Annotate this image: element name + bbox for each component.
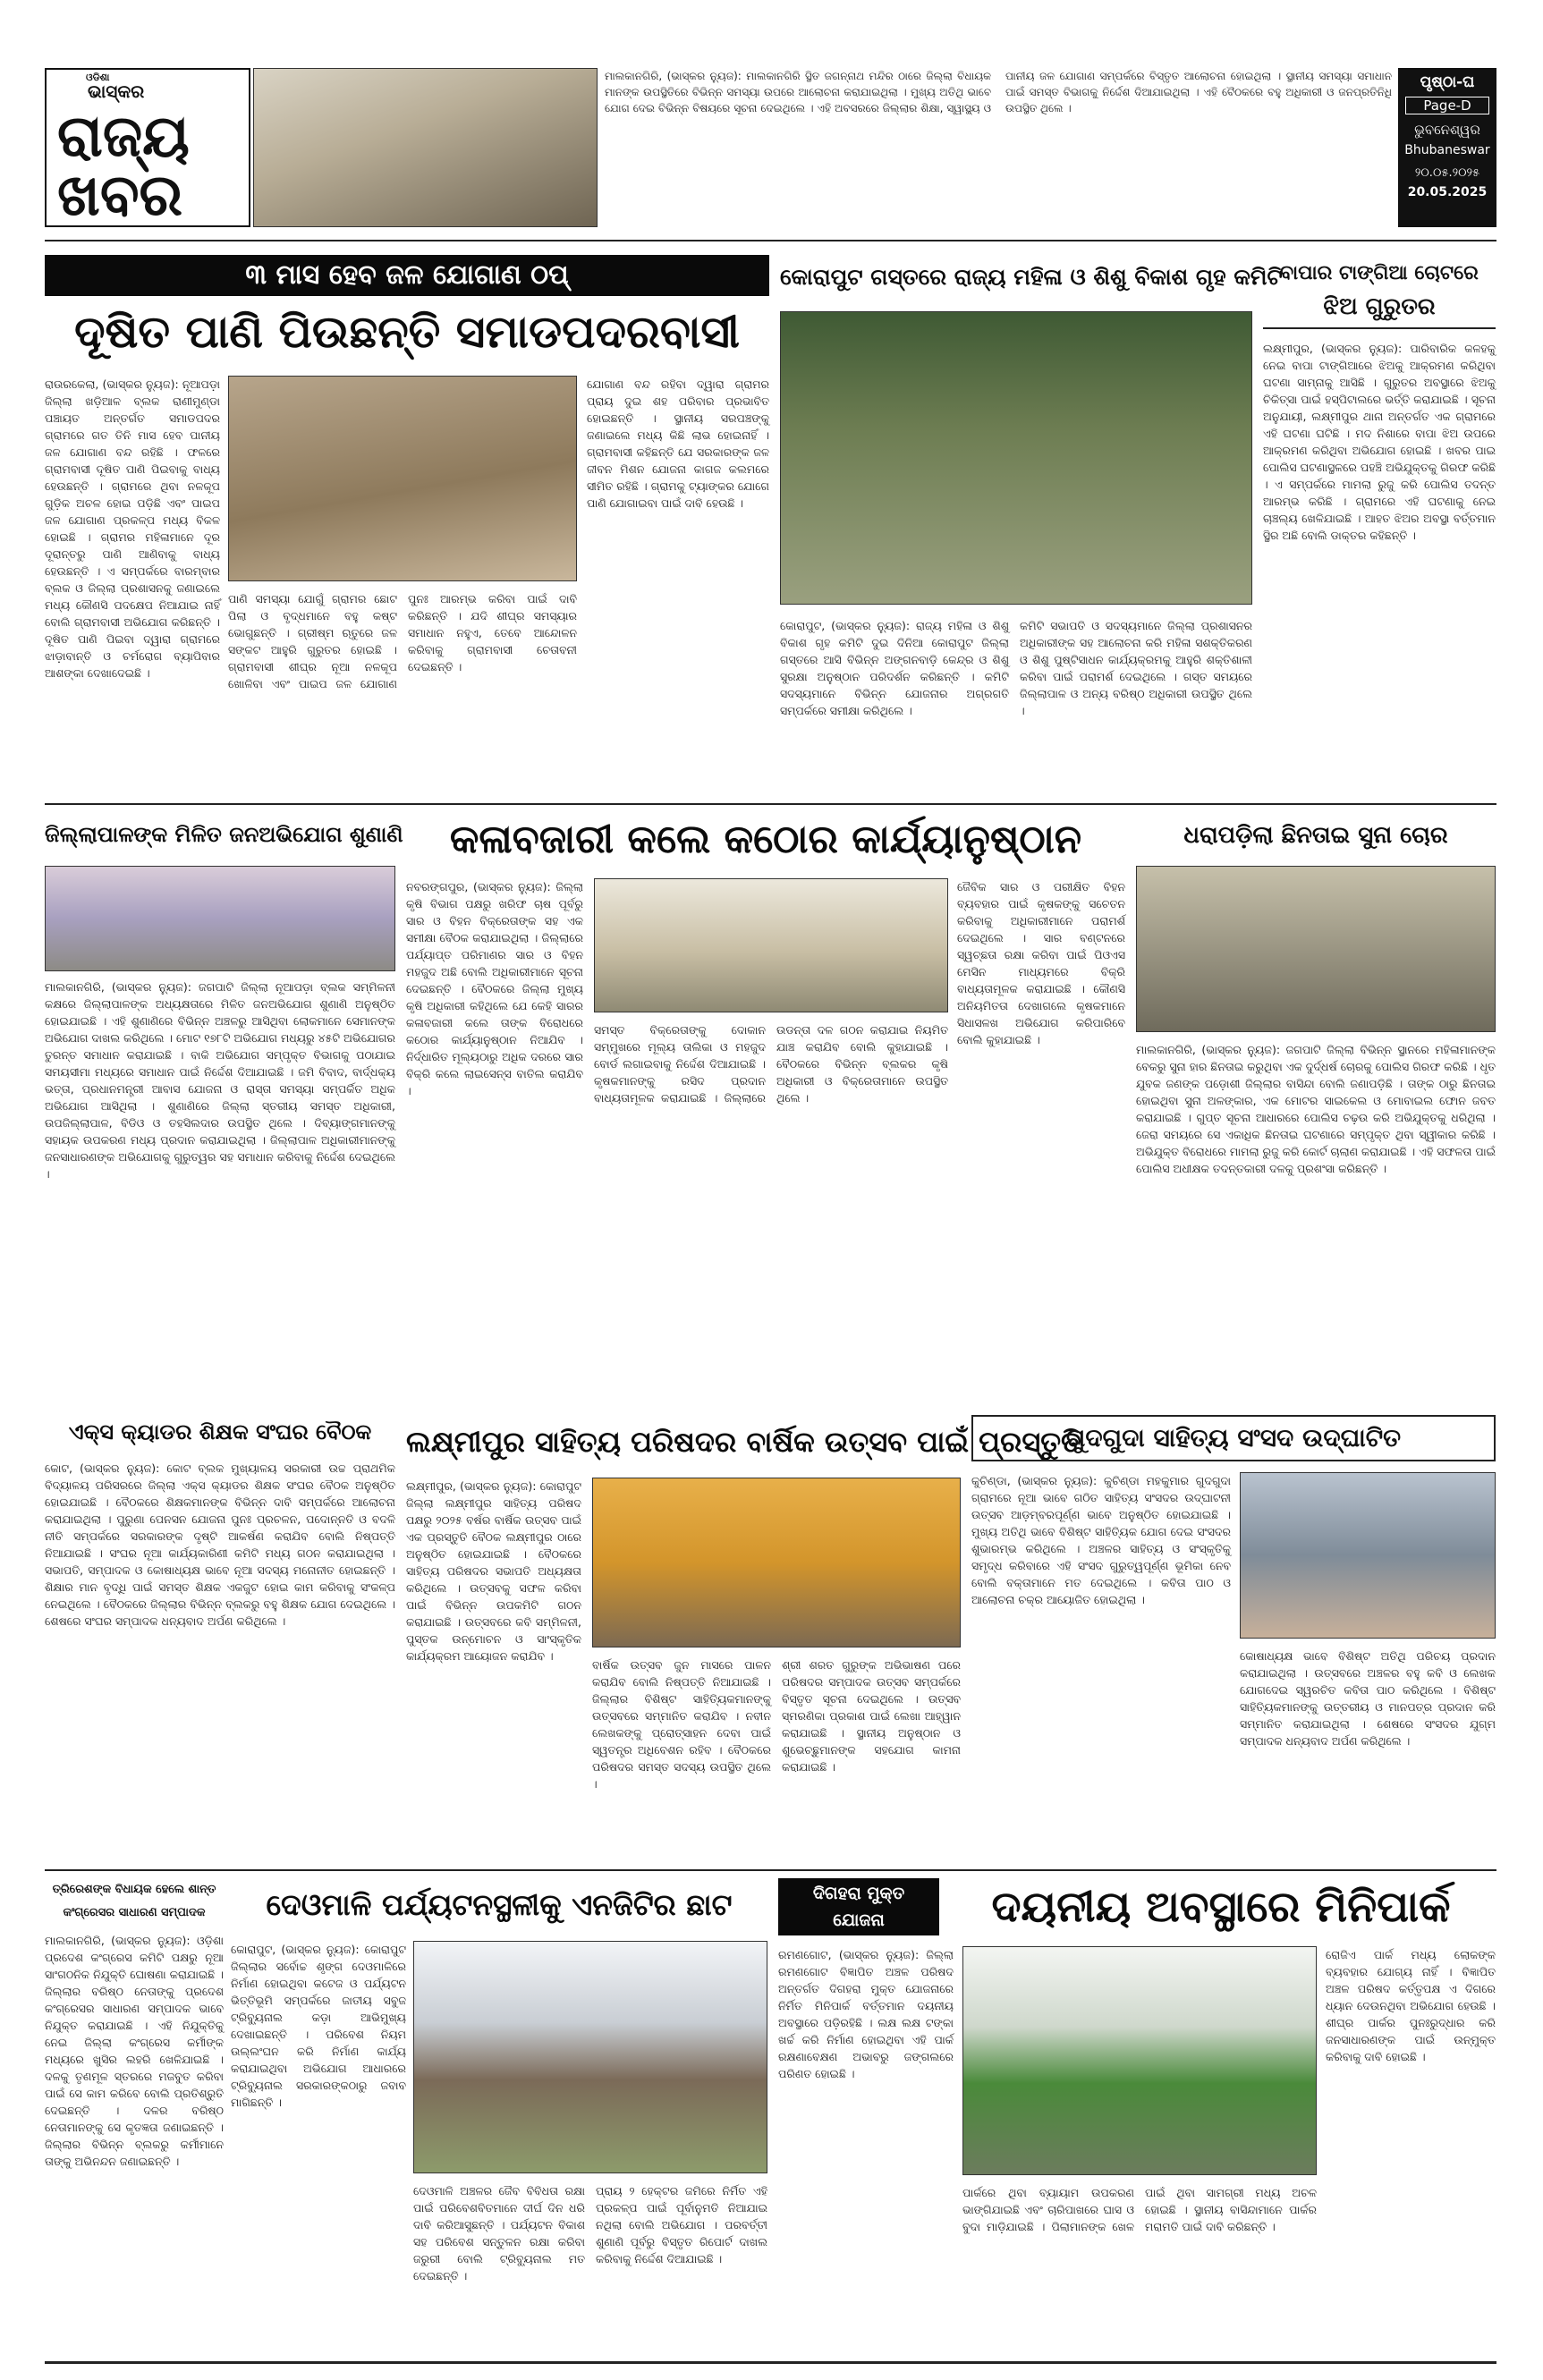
row3-divider xyxy=(45,1869,1496,1871)
logo-brand: ଭାସ୍କର xyxy=(88,80,145,102)
story2-col2: କମିଟି ସଭାପତି ଓ ସଦସ୍ୟମାନେ ଜିଲ୍ଲା ପ୍ରଶାସନର ଅଧିକାରୀଙ୍କ ସହ ଆଲୋଚନା କରି ମହିଳା ସଶକ୍ତିକରଣ ଓ ଶିଶୁ ପୁଷ୍ଟିସାଧନ କାର୍ଯ୍ୟକ୍ରମକୁ ଆହୁରି ଶକ୍ତିଶାଳୀ କରିବା ପାଇଁ ପରାମର୍ଶ ଦେଇଥିଲେ । ଗସ୍ତ ସମୟରେ ଜିଲ୍ଲାପାଳ ଓ ଅନ୍ୟ ବରିଷ୍ଠ ଅଧିକାରୀ ଉପସ୍ଥିତ ଥିଲେ । xyxy=(1020,619,1252,717)
story7-headline: ଏକ୍ସ କ୍ୟାଡର ଶିକ୍ଷକ ସଂଘର ବୈଠକ xyxy=(68,1419,372,1444)
page-label: ପୃଷ୍ଠା-ଘ xyxy=(1420,73,1475,91)
story11-headline: ଦେଓମାଳି ପର୍ଯ୍ୟଟନସ୍ଥଳୀକୁ ଏନଜିଟିର ଛାଟ xyxy=(266,1887,733,1922)
story8-col3: ଶ୍ରୀ ଶରତ ଗୁରୁଙ୍କ ଅଭିଭାଷଣ ପରେ ପରିଷଦର ସମ୍ପାଦକ ଉତ୍ସବ ସମ୍ପର୍କରେ ବିସ୍ତୃତ ସୂଚନା ଦେଇଥିଲେ । ଉତ୍ସବ ସ୍ମରଣିକା ପ୍ରକାଶ ପାଇଁ ଲେଖା ଆହ୍ୱାନ କରାଯାଇଛି । ସ୍ଥାନୀୟ ଅନୁଷ୍ଠାନ ଓ ଶୁଭେଚ୍ଛୁମାନଙ୍କ ସହଯୋଗ କାମନା କରାଯାଇଛି । xyxy=(782,1658,961,1774)
story5-col2: ସମସ୍ତ ବିକ୍ରେତାଙ୍କୁ ଦୋକାନ ସମ୍ମୁଖରେ ମୂଲ୍ୟ ତାଲିକା ଓ ମହଜୁଦ ବୋର୍ଡ ଲଗାଇବାକୁ ନିର୍ଦ୍ଦେଶ ଦିଆଯାଇଛି । କୃଷକମାନଙ୍କୁ ରସିଦ ପ୍ରଦାନ ବାଧ୍ୟତାମୂଳକ କରାଯାଇଛି । ଜିଲ୍ଲାରେ ଉଡନ୍ତା ଦଳ ଗଠନ କରାଯାଇ ନିୟମିତ ଯାଞ୍ଚ କରାଯିବ ବୋଲି କୁହାଯାଇଛି । ବୈଠକରେ ବିଭିନ୍ନ ବ୍ଲକର କୃଷି ଅଧିକାରୀ ଓ ବିକ୍ରେତାମାନେ ଉପସ୍ଥିତ ଥିଲେ । xyxy=(594,1023,948,1105)
story1-kicker xyxy=(45,255,769,296)
story12-col3: ରୋଜିଏ ପାର୍କ ମଧ୍ୟ ଲୋକଙ୍କ ବ୍ୟବହାର ଯୋଗ୍ୟ ନାହିଁ । ବିଜ୍ଞାପିତ ଅଞ୍ଚଳ ପରିଷଦ କର୍ତ୍ତୃପକ୍ଷ ଏ ଦିଗରେ ଧ୍ୟାନ ଦେଉନଥିବା ଅଭିଯୋଗ ହେଉଛି । ଶୀଘ୍ର ପାର୍କର ପୁନଃରୁଦ୍ଧାର କରି ଜନସାଧାରଣଙ୍କ ପାଇଁ ଉନ୍ମୁକ୍ତ କରିବାକୁ ଦାବି ହୋଇଛି । xyxy=(1326,1948,1496,2063)
story5-headline: କଳାବଜାରୀ କଲେ କଠୋର କାର୍ଯ୍ୟାନୁଷ୍ଠାନ xyxy=(449,817,1082,862)
story1-col2: ପାଣି ସମସ୍ୟା ଯୋଗୁଁ ଗ୍ରାମର ଛୋଟ ପିଲା ଓ ବୃଦ୍ଧମାନେ ବହୁ କଷ୍ଟ ଭୋଗୁଛନ୍ତି । ଗ୍ରୀଷ୍ମ ଋତୁରେ ଜଳ ସଙ୍କଟ ଆହୁରି ଗୁରୁତର ହୋଇଛି । ଗ୍ରାମବାସୀ ଶୀଘ୍ର ନୂଆ ନଳକୂପ ଖୋଳିବା ଏବଂ ପାଇପ ଜଳ ଯୋଗାଣ ପୁନଃ ଆରମ୍ଭ କରିବା ପାଇଁ ଦାବି କରିଛନ୍ତି । ଯଦି ଶୀଘ୍ର ସମସ୍ୟାର ସମାଧାନ ନହୁଏ, ତେବେ ଆନ୍ଦୋଳନ କରିବାକୁ ଗ୍ରାମବାସୀ ଚେତାବନୀ ଦେଇଛନ୍ତି । xyxy=(228,592,577,690)
story1-col1: ରାଉରକେଲା, (ଭାସ୍କର ନ୍ୟୁଜ): ନୂଆପଡ଼ା ଜିଲ୍ଲା ଖଡ଼ିଆଳ ବ୍ଲକ ରାଣୀମୁଣ୍ଡା ପଞ୍ଚାୟତ ଅନ୍ତର୍ଗତ ସମାଡପଦର ଗ୍ରାମରେ ଗତ ତିନି ମାସ ହେବ ପାନୀୟ ଜଳ ଯୋଗାଣ ବନ୍ଦ ରହିଛି । ଫଳରେ ଗ୍ରାମବାସୀ ଦୂଷିତ ପାଣି ପିଇବାକୁ ବାଧ୍ୟ ହେଉଛନ୍ତି । ଗ୍ରାମରେ ଥିବା ନଳକୂପ ଗୁଡ଼ିକ ଅଚଳ ହୋଇ ପଡ଼ିଛି ଏବଂ ପାଇପ ଜଳ ଯୋଗାଣ ପ୍ରକଳ୍ପ ମଧ୍ୟ ବିକଳ ହୋଇଛି । ଗ୍ରାମର ମହିଳାମାନେ ଦୂର ଦୂରାନ୍ତରୁ ପାଣି ଆଣିବାକୁ ବାଧ୍ୟ ହେଉଛନ୍ତି । ଏ ସମ୍ପର୍କରେ ବାରମ୍ବାର ବ୍ଲକ ଓ ଜିଲ୍ଲା ପ୍ରଶାସନକୁ ଜଣାଇଲେ ମଧ୍ୟ କୌଣସି ପଦକ୍ଷେପ ନିଆଯାଇ ନାହିଁ ବୋଲି ଗ୍ରାମବାସୀ ଅଭିଯୋଗ କରିଛନ୍ତି । ଦୂଷିତ ପାଣି ପିଇବା ଦ୍ୱାରା ଗ୍ରାମରେ ଝାଡ଼ାବାନ୍ତି ଓ ଚର୍ମରୋଗ ବ୍ୟାପିବାର ଆଶଙ୍କା ଦେଖାଦେଇଛି । xyxy=(45,377,220,680)
story9-col2: କୋଷାଧ୍ୟକ୍ଷ ଭାବେ ବିଶିଷ୍ଟ ଅତିଥି ପରିଚୟ ପ୍ରଦାନ କରାଯାଇଥିଲା । ଉତ୍ସବରେ ଅଞ୍ଚଳର ବହୁ କବି ଓ ଲେଖକ ଯୋଗଦେଇ ସ୍ୱରଚିତ କବିତା ପାଠ କରିଥିଲେ । ବିଶିଷ୍ଟ ସାହିତ୍ୟିକମାନଙ୍କୁ ଉତ୍ତରୀୟ ଓ ମାନପତ୍ର ପ୍ରଦାନ କରି ସମ୍ମାନିତ କରାଯାଇଥିଲା । ଶେଷରେ ସଂସଦର ଯୁଗ୍ମ ସମ୍ପାଦକ ଧନ୍ୟବାଦ ଅର୍ପଣ କରିଥିଲେ । xyxy=(1240,1649,1496,1748)
story8-photo xyxy=(592,1478,961,1647)
page-label-en: Page-D xyxy=(1405,97,1489,114)
story12-kicker xyxy=(778,1878,939,1935)
story12-kicker-l1: ଦିଗହରା ମୁକ୍ତ xyxy=(812,1884,905,1903)
story8-headline: ଲକ୍ଷ୍ମୀପୁର ସାହିତ୍ୟ ପରିଷଦର ବାର୍ଷିକ ଉତ୍ସବ ପାଇଁ ପ୍ରସ୍ତୁତି xyxy=(406,1425,1081,1459)
story6-body: ମାଲକାନଗିରି, (ଭାସ୍କର ନ୍ୟୁଜ): ଜଗପାଟି ଜିଲ୍ଲା ବିଭିନ୍ନ ସ୍ଥାନରେ ମହିଳାମାନଙ୍କ ବେକରୁ ସୁନା ହାର ଛିନତାଇ କରୁଥିବା ଏକ ଦୁର୍ଦ୍ଧର୍ଷ ଚୋରକୁ ପୋଲିସ ଗିରଫ କରିଛି । ଧୃତ ଯୁବକ ଜଣଙ୍କ ପଡ଼ୋଶୀ ଜିଲ୍ଲାର ବାସିନ୍ଦା ବୋଲି ଜଣାପଡ଼ିଛି । ତାଙ୍କ ଠାରୁ ଛିନତାଇ ହୋଇଥିବା ସୁନା ଅଳଙ୍କାର, ଏକ ମୋଟର ସାଇକେଲ ଓ ମୋବାଇଲ ଫୋନ ଜବତ କରାଯାଇଛି । ଗୁପ୍ତ ସୂଚନା ଆଧାରରେ ପୋଲିସ ଚଢ଼ଉ କରି ଅଭିଯୁକ୍ତକୁ ଧରିଥିଲା । ଜେରା ସମୟରେ ସେ ଏକାଧିକ ଛିନତାଇ ଘଟଣାରେ ସମ୍ପୃକ୍ତ ଥିବା ସ୍ୱୀକାର କରିଛି । ଅଭିଯୁକ୍ତ ବିରୋଧରେ ମାମଲା ରୁଜୁ କରି କୋର୍ଟ ଚାଲାଣ କରାଯାଇଛି । ଏହି ସଫଳତା ପାଇଁ ପୋଲିସ ଅଧୀକ୍ଷକ ତଦନ୍ତକାରୀ ଦଳକୁ ପ୍ରଶଂସା କରିଛନ୍ତି । xyxy=(1136,1043,1496,1175)
story9-header xyxy=(971,1415,1496,1461)
story9-headline-text: ଗୁଦଗୁଦା ସାହିତ୍ୟ ସଂସଦ ଉଦ୍‌ଘାଟିତ xyxy=(1065,1423,1402,1453)
date-or: ୨୦.୦୫.୨୦୨୫ xyxy=(1414,166,1480,180)
story7-body: କୋଟ, (ଭାସ୍କର ନ୍ୟୁଜ): କୋଟ ବ୍ଲକ ମୁଖ୍ୟାଳୟ ସରକାରୀ ଉଚ୍ଚ ପ୍ରାଥମିକ ବିଦ୍ୟାଳୟ ପରିସରରେ ଜିଲ୍ଲା ଏକ୍ସ କ୍ୟାଡର ଶିକ୍ଷକ ସଂଘର ବୈଠକ ଅନୁଷ୍ଠିତ ହୋଇଯାଇଛି । ବୈଠକରେ ଶିକ୍ଷକମାନଙ୍କ ବିଭିନ୍ନ ଦାବି ସମ୍ପର୍କରେ ଆଲୋଚନା କରାଯାଇଥିଲା । ପୁରୁଣା ପେନସନ ଯୋଜନା ପୁନଃ ପ୍ରଚଳନ, ପଦୋନ୍ନତି ଓ ବଦଳି ନୀତି ସମ୍ପର୍କରେ ସରକାରଙ୍କ ଦୃଷ୍ଟି ଆକର୍ଷଣ କରାଯିବ ବୋଲି ନିଷ୍ପତ୍ତି ନିଆଯାଇଛି । ସଂଘର ନୂଆ କାର୍ଯ୍ୟକାରିଣୀ କମିଟି ମଧ୍ୟ ଗଠନ କରାଯାଇଥିଲା । ସଭାପତି, ସମ୍ପାଦକ ଓ କୋଷାଧ୍ୟକ୍ଷ ଭାବେ ନୂଆ ସଦସ୍ୟ ମନୋନୀତ ହୋଇଛନ୍ତି । ଶିକ୍ଷାର ମାନ ବୃଦ୍ଧି ପାଇଁ ସମସ୍ତ ଶିକ୍ଷକ ଏକଜୁଟ ହୋଇ କାମ କରିବାକୁ ସଂକଳ୍ପ ନେଇଥିଲେ । ବୈଠକରେ ଜିଲ୍ଲାର ବିଭିନ୍ନ ବ୍ଲକରୁ ବହୁ ଶିକ୍ଷକ ଯୋଗ ଦେଇଥିଲେ । ଶେଷରେ ସଂଘର ସମ୍ପାଦକ ଧନ୍ୟବାଦ ଅର୍ପଣ କରିଥିଲେ । xyxy=(45,1461,395,1628)
story11-col3: ପ୍ରାୟ ୨ ହେକ୍ଟର ଜମିରେ ନିର୍ମିତ ଏହି ପ୍ରକଳ୍ପ ପାଇଁ ପୂର୍ବାନୁମତି ନିଆଯାଇ ନଥିଲା ବୋଲି ଅଭିଯୋଗ । ପରବର୍ତ୍ତୀ ଶୁଣାଣି ପୂର୍ବରୁ ବିସ୍ତୃତ ରିପୋର୍ଟ ଦାଖଲ କରିବାକୁ ନିର୍ଦ୍ଦେଶ ଦିଆଯାଇଛି । xyxy=(596,2184,767,2266)
story4-headline: ଜିଲ୍ଲାପାଳଙ୍କ ମିଳିତ ଜନଅଭିଯୋଗ ଶୁଣାଣି xyxy=(45,822,403,847)
story12-headline: ଦୟନୀୟ ଅବସ୍ଥାରେ ମିନିପାର୍କ xyxy=(991,1882,1451,1932)
page-bottom-rule xyxy=(45,2361,1496,2364)
story12-col2: ପାର୍କରେ ଥିବା ବ୍ୟାୟାମ ଉପକରଣ ଭାଙ୍ଗିଯାଇଛି ଏବଂ ଚାରିପାଖରେ ଘାସ ଓ ବୁଦା ମାଡ଼ିଯାଇଛି । ପିଲାମାନଙ୍କ ଖେଳ ପାଇଁ ଥିବା ସାମଗ୍ରୀ ମଧ୍ୟ ଅଚଳ ହୋଇଛି । ସ୍ଥାନୀୟ ବାସିନ୍ଦାମାନେ ପାର୍କର ମରାମତି ପାଇଁ ଦାବି କରିଛନ୍ତି । xyxy=(962,2186,1317,2233)
story10-headline-l1: ତ୍ରିରେଶଙ୍କ ବିଧାୟକ ହେଲେ ଶାନ୍ତ xyxy=(52,1883,216,1896)
logo-line1: ରାଜ୍ୟ xyxy=(57,104,190,170)
story1-kicker-text: ୩ ମାସ ହେବ ଜଳ ଯୋଗାଣ ଠପ୍ xyxy=(245,259,569,291)
story10-header xyxy=(45,1878,224,1927)
story2-headline: କୋରାପୁଟ ଗସ୍ତରେ ରାଜ୍ୟ ମହିଳା ଓ ଶିଶୁ ବିକାଶ ଗୃହ କମିଟି xyxy=(780,264,1283,290)
story11-photo xyxy=(413,1941,767,2173)
story9-col1: କୁଚିଣ୍ଡା, (ଭାସ୍କର ନ୍ୟୁଜ): କୁଚିଣ୍ଡା ମହକୁମାର ଗୁଦଗୁଦା ଗ୍ରାମରେ ନୂଆ ଭାବେ ଗଠିତ ସାହିତ୍ୟ ସଂସଦର ଉଦ୍‌ଘାଟନୀ ଉତ୍ସବ ଆଡ଼ମ୍ବରପୂର୍ଣ୍ଣ ଭାବେ ଅନୁଷ୍ଠିତ ହୋଇଯାଇଛି । ମୁଖ୍ୟ ଅତିଥି ଭାବେ ବିଶିଷ୍ଟ ସାହିତ୍ୟିକ ଯୋଗ ଦେଇ ସଂସଦର ଶୁଭାରମ୍ଭ କରିଥିଲେ । ଅଞ୍ଚଳର ସାହିତ୍ୟ ଓ ସଂସ୍କୃତିକୁ ସମୃଦ୍ଧ କରିବାରେ ଏହି ସଂସଦ ଗୁରୁତ୍ୱପୂର୍ଣ୍ଣ ଭୂମିକା ନେବ ବୋଲି ବକ୍ତାମାନେ ମତ ଦେଇଥିଲେ । କବିତା ପାଠ ଓ ଆଲୋଚନା ଚକ୍ର ଆୟୋଜିତ ହୋଇଥିଲା । xyxy=(971,1474,1231,1606)
story6-photo xyxy=(1136,866,1496,1032)
story8-col2: ବାର୍ଷିକ ଉତ୍ସବ ଜୁନ ମାସରେ ପାଳନ କରାଯିବ ବୋଲି ନିଷ୍ପତ୍ତି ନିଆଯାଇଛି । ଜିଲ୍ଲାର ବିଶିଷ୍ଟ ସାହିତ୍ୟିକମାନଙ୍କୁ ଉତ୍ସବରେ ସମ୍ମାନିତ କରାଯିବ । ନବୀନ ଲେଖକଙ୍କୁ ପ୍ରୋତ୍ସାହନ ଦେବା ପାଇଁ ସ୍ୱତନ୍ତ୍ର ଅଧିବେଶନ ରହିବ । ବୈଠକରେ ପରିଷଦର ସମସ୍ତ ସଦସ୍ୟ ଉପସ୍ଥିତ ଥିଲେ । xyxy=(592,1658,771,1791)
story10-headline-l2: କଂଗ୍ରେସର ସାଧାରଣ ସମ୍ପାଦକ xyxy=(63,1906,206,1919)
story5-photo xyxy=(594,878,948,1012)
story12-photo xyxy=(962,1946,1317,2175)
masthead-divider xyxy=(45,240,1496,241)
story1-photo xyxy=(228,376,577,581)
logo-top: ଓଡିଶା xyxy=(86,72,110,83)
story6-headline: ଧରାପଡ଼ିଲା ଛିନତାଇ ସୁନା ଚୋର xyxy=(1183,822,1448,849)
row1-divider xyxy=(45,803,1496,805)
city-label-en: Bhubaneswar xyxy=(1404,143,1490,157)
city-label: ଭୁବନେଶ୍ୱର xyxy=(1414,122,1480,138)
story5-col1: ନବରଙ୍ଗପୁର, (ଭାସ୍କର ନ୍ୟୁଜ): ଜିଲ୍ଲା କୃଷି ବିଭାଗ ପକ୍ଷରୁ ଖରିଫ ଚାଷ ପୂର୍ବରୁ ସାର ଓ ବିହନ ବିକ୍ରେତାଙ୍କ ସହ ଏକ ସମୀକ୍ଷା ବୈଠକ କରାଯାଇଥିଲା । ଜିଲ୍ଲାରେ ପର୍ଯ୍ୟାପ୍ତ ପରିମାଣର ସାର ଓ ବିହନ ମହଜୁଦ ଅଛି ବୋଲି ଅଧିକାରୀମାନେ ସୂଚନା ଦେଇଛନ୍ତି । ବୈଠକରେ ଜିଲ୍ଲା ମୁଖ୍ୟ କୃଷି ଅଧିକାରୀ କହିଥିଲେ ଯେ କେହି ସାରର କଳାବଜାରୀ କଲେ ତାଙ୍କ ବିରୋଧରେ କଠୋର କାର୍ଯ୍ୟାନୁଷ୍ଠାନ ନିଆଯିବ । ନିର୍ଦ୍ଧାରିତ ମୂଲ୍ୟଠାରୁ ଅଧିକ ଦରରେ ସାର ବିକ୍ରି କଲେ ଲାଇସେନ୍ସ ବାତିଲ କରାଯିବ । xyxy=(406,880,583,1097)
logo-line2: ଖବର xyxy=(57,163,183,229)
story12-col1: ରମଣଗୋଟ, (ଭାସ୍କର ନ୍ୟୁଜ): ଜିଲ୍ଲା ରମଣଗୋଟ ବିଜ୍ଞାପିତ ଅଞ୍ଚଳ ପରିଷଦ ଅନ୍ତର୍ଗତ ଦିଗହରା ମୁକ୍ତ ଯୋଜନାରେ ନିର୍ମିତ ମିନିପାର୍କ ବର୍ତ୍ତମାନ ଦୟନୀୟ ଅବସ୍ଥାରେ ପଡ଼ିରହିଛି । ଲକ୍ଷ ଲକ୍ଷ ଟଙ୍କା ଖର୍ଚ୍ଚ କରି ନିର୍ମାଣ ହୋଇଥିବା ଏହି ପାର୍କ ରକ୍ଷଣାବେକ୍ଷଣ ଅଭାବରୁ ଜଙ୍ଗଲରେ ପରିଣତ ହୋଇଛି । xyxy=(778,1948,954,2080)
story1-headline: ଦୂଷିତ ପାଣି ପିଉଛନ୍ତି ସମାଡପଦରବାସୀ xyxy=(74,306,740,358)
story3-header xyxy=(1263,258,1496,329)
story11-col1: କୋରାପୁଟ, (ଭାସ୍କର ନ୍ୟୁଜ): କୋରାପୁଟ ଜିଲ୍ଲାର ସର୍ବୋଚ୍ଚ ଶୃଙ୍ଗ ଦେଓମାଳିରେ ନିର୍ମାଣ ହୋଇଥିବା କଟେଜ ଓ ପର୍ଯ୍ୟଟନ ଭିତ୍ତିଭୂମି ସମ୍ପର୍କରେ ଜାତୀୟ ସବୁଜ ଟ୍ରିବ୍ୟୁନାଲ କଡ଼ା ଆଭିମୁଖ୍ୟ ଦେଖାଇଛନ୍ତି । ପରିବେଶ ନିୟମ ଉଲ୍ଲଂଘନ କରି ନିର୍ମାଣ କାର୍ଯ୍ୟ କରାଯାଇଥିବା ଅଭିଯୋଗ ଆଧାରରେ ଟ୍ରିବ୍ୟୁନାଲ ସରକାରଙ୍କଠାରୁ ଜବାବ ମାଗିଛନ୍ତି । xyxy=(231,1943,406,2109)
page-badge xyxy=(1398,68,1496,227)
story11-col2: ଦେଓମାଳି ଅଞ୍ଚଳର ଜୈବ ବିବିଧତା ରକ୍ଷା ପାଇଁ ପରିବେଶବିତମାନେ ଦୀର୍ଘ ଦିନ ଧରି ଦାବି କରିଆସୁଛନ୍ତି । ପର୍ଯ୍ୟଟନ ବିକାଶ ସହ ପରିବେଶ ସନ୍ତୁଳନ ରକ୍ଷା କରିବା ଜରୁରୀ ବୋଲି ଟ୍ରିବ୍ୟୁନାଲ ମତ ଦେଇଛନ୍ତି । xyxy=(413,2184,585,2283)
story2-col1: କୋରାପୁଟ, (ଭାସ୍କର ନ୍ୟୁଜ): ରାଜ୍ୟ ମହିଳା ଓ ଶିଶୁ ବିକାଶ ଗୃହ କମିଟି ଦୁଇ ଦିନିଆ କୋରାପୁଟ ଜିଲ୍ଲା ଗସ୍ତରେ ଆସି ବିଭିନ୍ନ ଅଙ୍ଗନବାଡ଼ି କେନ୍ଦ୍ର ଓ ଶିଶୁ ସୁରକ୍ଷା ଅନୁଷ୍ଠାନ ପରିଦର୍ଶନ କରିଛନ୍ତି । କମିଟି ସଦସ୍ୟମାନେ ବିଭିନ୍ନ ଯୋଜନାର ଅଗ୍ରଗତି ସମ୍ପର୍କରେ ସମୀକ୍ଷା କରିଥିଲେ । xyxy=(780,619,1009,717)
story8-col1: ଲକ୍ଷ୍ମୀପୁର, (ଭାସ୍କର ନ୍ୟୁଜ): କୋରାପୁଟ ଜିଲ୍ଲା ଲକ୍ଷ୍ମୀପୁର ସାହିତ୍ୟ ପରିଷଦ ପକ୍ଷରୁ ୨୦୨୫ ବର୍ଷର ବାର୍ଷିକ ଉତ୍ସବ ପାଇଁ ଏକ ପ୍ରସ୍ତୁତି ବୈଠକ ଲକ୍ଷ୍ମୀପୁର ଠାରେ ଅନୁଷ୍ଠିତ ହୋଇଯାଇଛି । ବୈଠକରେ ସାହିତ୍ୟ ପରିଷଦର ସଭାପତି ଅଧ୍ୟକ୍ଷତା କରିଥିଲେ । ଉତ୍ସବକୁ ସଫଳ କରିବା ପାଇଁ ବିଭିନ୍ନ ଉପକମିଟି ଗଠନ କରାଯାଇଛି । ଉତ୍ସବରେ କବି ସମ୍ମିଳନୀ, ପୁସ୍ତକ ଉନ୍ମୋଚନ ଓ ସାଂସ୍କୃତିକ କାର୍ଯ୍ୟକ୍ରମ ଆୟୋଜନ କରାଯିବ । xyxy=(406,1479,581,1663)
story3-headline-l1: ବାପାର ଟାଙ୍ଗିଆ ଚୋଟରେ xyxy=(1280,262,1479,284)
masthead-lead-text: ମାଲକାନଗିରି, (ଭାସ୍କର ନ୍ୟୁଜ): ମାଲକାନଗିରି ସ୍ଥିତ ଜଗନ୍ନାଥ ମନ୍ଦିର ଠାରେ ଜିଲ୍ଲା ବିଧାୟକ ମାନଙ୍କ ଉପସ୍ଥିତିରେ ବିଭିନ୍ନ ସମସ୍ୟା ଉପରେ ଆଲୋଚନା କରାଯାଇଥିଲା । ମୁଖ୍ୟ ଅତିଥି ଭାବେ ଯୋଗ ଦେଇ ବିଭିନ୍ନ ବିଷୟରେ ସୂଚନା ଦେଇଥିଲେ । ଏହି ଅବସରରେ ଜିଲ୍ଲାର ଶିକ୍ଷା, ସ୍ୱାସ୍ଥ୍ୟ ଓ ପାନୀୟ ଜଳ ଯୋଗାଣ ସମ୍ପର୍କରେ ବିସ୍ତୃତ ଆଲୋଚନା ହୋଇଥିଲା । ସ୍ଥାନୀୟ ସମସ୍ୟା ସମାଧାନ ପାଇଁ ସମସ୍ତ ବିଭାଗକୁ ନିର୍ଦ୍ଦେଶ ଦିଆଯାଇଥିଲା । ଏହି ବୈଠକରେ ବହୁ ଅଧିକାରୀ ଓ ଜନପ୍ରତିନିଧି ଉପସ୍ଥିତ ଥିଲେ । xyxy=(605,70,1392,114)
story3-body: ଲକ୍ଷ୍ମୀପୁର, (ଭାସ୍କର ନ୍ୟୁଜ): ପାରିବାରିକ କଳହକୁ ନେଇ ବାପା ଟାଙ୍ଗିଆରେ ଝିଅକୁ ଆକ୍ରମଣ କରିଥିବା ଘଟଣା ସାମ୍ନାକୁ ଆସିଛି । ଗୁରୁତର ଅବସ୍ଥାରେ ଝିଅକୁ ଚିକିତ୍ସା ପାଇଁ ହସ୍ପିଟାଲରେ ଭର୍ତ୍ତି କରାଯାଇଛି । ସୂଚନା ଅନୁଯାୟୀ, ଲକ୍ଷ୍ମୀପୁର ଥାନା ଅନ୍ତର୍ଗତ ଏକ ଗ୍ରାମରେ ଏହି ଘଟଣା ଘଟିଛି । ମଦ ନିଶାରେ ବାପା ଝିଅ ଉପରେ ଆକ୍ରମଣ କରିଥିବା ଅଭିଯୋଗ ହୋଇଛି । ଖବର ପାଇ ପୋଲିସ ଘଟଣାସ୍ଥଳରେ ପହଞ୍ଚି ଅଭିଯୁକ୍ତକୁ ଗିରଫ କରିଛି । ଏ ସମ୍ପର୍କରେ ମାମଲା ରୁଜୁ କରି ପୋଲିସ ତଦନ୍ତ ଆରମ୍ଭ କରିଛି । ଗ୍ରାମରେ ଏହି ଘଟଣାକୁ ନେଇ ଚାଞ୍ଚଲ୍ୟ ଖେଳିଯାଇଛି । ଆହତ ଝିଅର ଅବସ୍ଥା ବର୍ତ୍ତମାନ ସ୍ଥିର ଅଛି ବୋଲି ଡାକ୍ତର କହିଛନ୍ତି । xyxy=(1263,342,1496,542)
story2-photo xyxy=(780,311,1252,605)
story1-col3: ଯୋଗାଣ ବନ୍ଦ ରହିବା ଦ୍ୱାରା ଗ୍ରାମର ପ୍ରାୟ ଦୁଇ ଶହ ପରିବାର ପ୍ରଭାବିତ ହୋଇଛନ୍ତି । ସ୍ଥାନୀୟ ସରପଞ୍ଚଙ୍କୁ ଜଣାଇଲେ ମଧ୍ୟ କିଛି ଲାଭ ହୋଇନାହିଁ । ଗ୍ରାମବାସୀ କହିଛନ୍ତି ଯେ ସରକାରଙ୍କ ଜଳ ଜୀବନ ମିଶନ ଯୋଜନା କାଗଜ କଲମରେ ସୀମିତ ରହିଛି । ଗ୍ରାମକୁ ଟ୍ୟାଙ୍କର ଯୋଗେ ପାଣି ଯୋଗାଇବା ପାଇଁ ଦାବି ହେଉଛି । xyxy=(587,377,769,510)
story12-kicker-l2: ଯୋଜନା xyxy=(833,1910,885,1930)
story5-col3: ଜୈବିକ ସାର ଓ ପରୀକ୍ଷିତ ବିହନ ବ୍ୟବହାର ପାଇଁ କୃଷକଙ୍କୁ ସଚେତନ କରିବାକୁ ଅଧିକାରୀମାନେ ପରାମର୍ଶ ଦେଇଥିଲେ । ସାର ବଣ୍ଟନରେ ସ୍ୱଚ୍ଛତା ରକ୍ଷା କରିବା ପାଇଁ ପିଓଏସ ମେସିନ ମାଧ୍ୟମରେ ବିକ୍ରି ବାଧ୍ୟତାମୂଳକ କରାଯାଇଛି । କୌଣସି ଅନିୟମିତତା ଦେଖାଗଲେ କୃଷକମାନେ ସିଧାସଳଖ ଅଭିଯୋଗ କରିପାରିବେ ବୋଲି କୁହାଯାଇଛି । xyxy=(957,880,1125,1046)
story3-headline-l2: ଝିଅ ଗୁରୁତର xyxy=(1323,293,1436,320)
masthead-logo-box xyxy=(45,68,250,227)
story10-body: ମାଲକାନଗିରି, (ଭାସ୍କର ନ୍ୟୁଜ): ଓଡ଼ିଶା ପ୍ରଦେଶ କଂଗ୍ରେସ କମିଟି ପକ୍ଷରୁ ନୂଆ ସାଂଗଠନିକ ନିଯୁକ୍ତି ଘୋଷଣା କରାଯାଇଛି । ଜିଲ୍ଲାର ବରିଷ୍ଠ ନେତାଙ୍କୁ ପ୍ରଦେଶ କଂଗ୍ରେସର ସାଧାରଣ ସମ୍ପାଦକ ଭାବେ ନିଯୁକ୍ତ କରାଯାଇଛି । ଏହି ନିଯୁକ୍ତିକୁ ନେଇ ଜିଲ୍ଲା କଂଗ୍ରେସ କର୍ମୀଙ୍କ ମଧ୍ୟରେ ଖୁସିର ଲହରି ଖେଳିଯାଇଛି । ଦଳକୁ ତୃଣମୂଳ ସ୍ତରରେ ମଜବୁତ କରିବା ପାଇଁ ସେ କାମ କରିବେ ବୋଲି ପ୍ରତିଶ୍ରୁତି ଦେଇଛନ୍ତି । ଦଳର ବରିଷ୍ଠ ନେତାମାନଙ୍କୁ ସେ କୃତଜ୍ଞତା ଜଣାଇଛନ୍ତି । ଜିଲ୍ଲାର ବିଭିନ୍ନ ବ୍ଲକରୁ କର୍ମୀମାନେ ତାଙ୍କୁ ଅଭିନନ୍ଦନ ଜଣାଇଛନ୍ତି । xyxy=(45,1934,224,2168)
story4-photo xyxy=(45,866,395,971)
story4-body: ମାଲକାନଗିରି, (ଭାସ୍କର ନ୍ୟୁଜ): ଜଗପାଟି ଜିଲ୍ଲା ନୂଆପଡ଼ା ବ୍ଲକ ସମ୍ମିଳନୀ କକ୍ଷରେ ଜିଲ୍ଲାପାଳଙ୍କ ଅଧ୍ୟକ୍ଷତାରେ ମିଳିତ ଜନଅଭିଯୋଗ ଶୁଣାଣି ଅନୁଷ୍ଠିତ ହୋଇଯାଇଛି । ଏହି ଶୁଣାଣିରେ ବିଭିନ୍ନ ଅଞ୍ଚଳରୁ ଆସିଥିବା ଲୋକମାନେ ସେମାନଙ୍କ ଅଭିଯୋଗ ଦାଖଲ କରିଥିଲେ । ମୋଟ ୧୭୮ଟି ଅଭିଯୋଗ ମଧ୍ୟରୁ ୪୫ଟି ଅଭିଯୋଗର ତୁରନ୍ତ ସମାଧାନ କରାଯାଇଛି । ବାକି ଅଭିଯୋଗ ସମ୍ପୃକ୍ତ ବିଭାଗକୁ ପଠାଯାଇ ସମୟସୀମା ମଧ୍ୟରେ ସମାଧାନ ପାଇଁ ନିର୍ଦ୍ଦେଶ ଦିଆଯାଇଛି । ଜମି ବିବାଦ, ବାର୍ଦ୍ଧକ୍ୟ ଭତ୍ତା, ପ୍ରଧାନମନ୍ତ୍ରୀ ଆବାସ ଯୋଜନା ଓ ରାସ୍ତା ସମସ୍ୟା ସମ୍ପର୍କିତ ଅଧିକ ଅଭିଯୋଗ ଆସିଥିଲା । ଶୁଣାଣିରେ ଜିଲ୍ଲା ସ୍ତରୀୟ ସମସ୍ତ ଅଧିକାରୀ, ଉପଜିଲ୍ଲାପାଳ, ବିଡିଓ ଓ ତହସିଲଦାର ଉପସ୍ଥିତ ଥିଲେ । ଦିବ୍ୟାଙ୍ଗମାନଙ୍କୁ ସହାୟକ ଉପକରଣ ମଧ୍ୟ ପ୍ରଦାନ କରାଯାଇଥିଲା । ଜିଲ୍ଲାପାଳ ଅଧିକାରୀମାନଙ୍କୁ ଜନସାଧାରଣଙ୍କ ଅଭିଯୋଗକୁ ଗୁରୁତ୍ୱର ସହ ସମାଧାନ କରିବାକୁ ନିର୍ଦ୍ଦେଶ ଦେଇଥିଲେ । xyxy=(45,980,395,1181)
masthead-photo xyxy=(253,68,598,227)
date-en: 20.05.2025 xyxy=(1407,185,1488,199)
story9-photo xyxy=(1240,1472,1496,1639)
